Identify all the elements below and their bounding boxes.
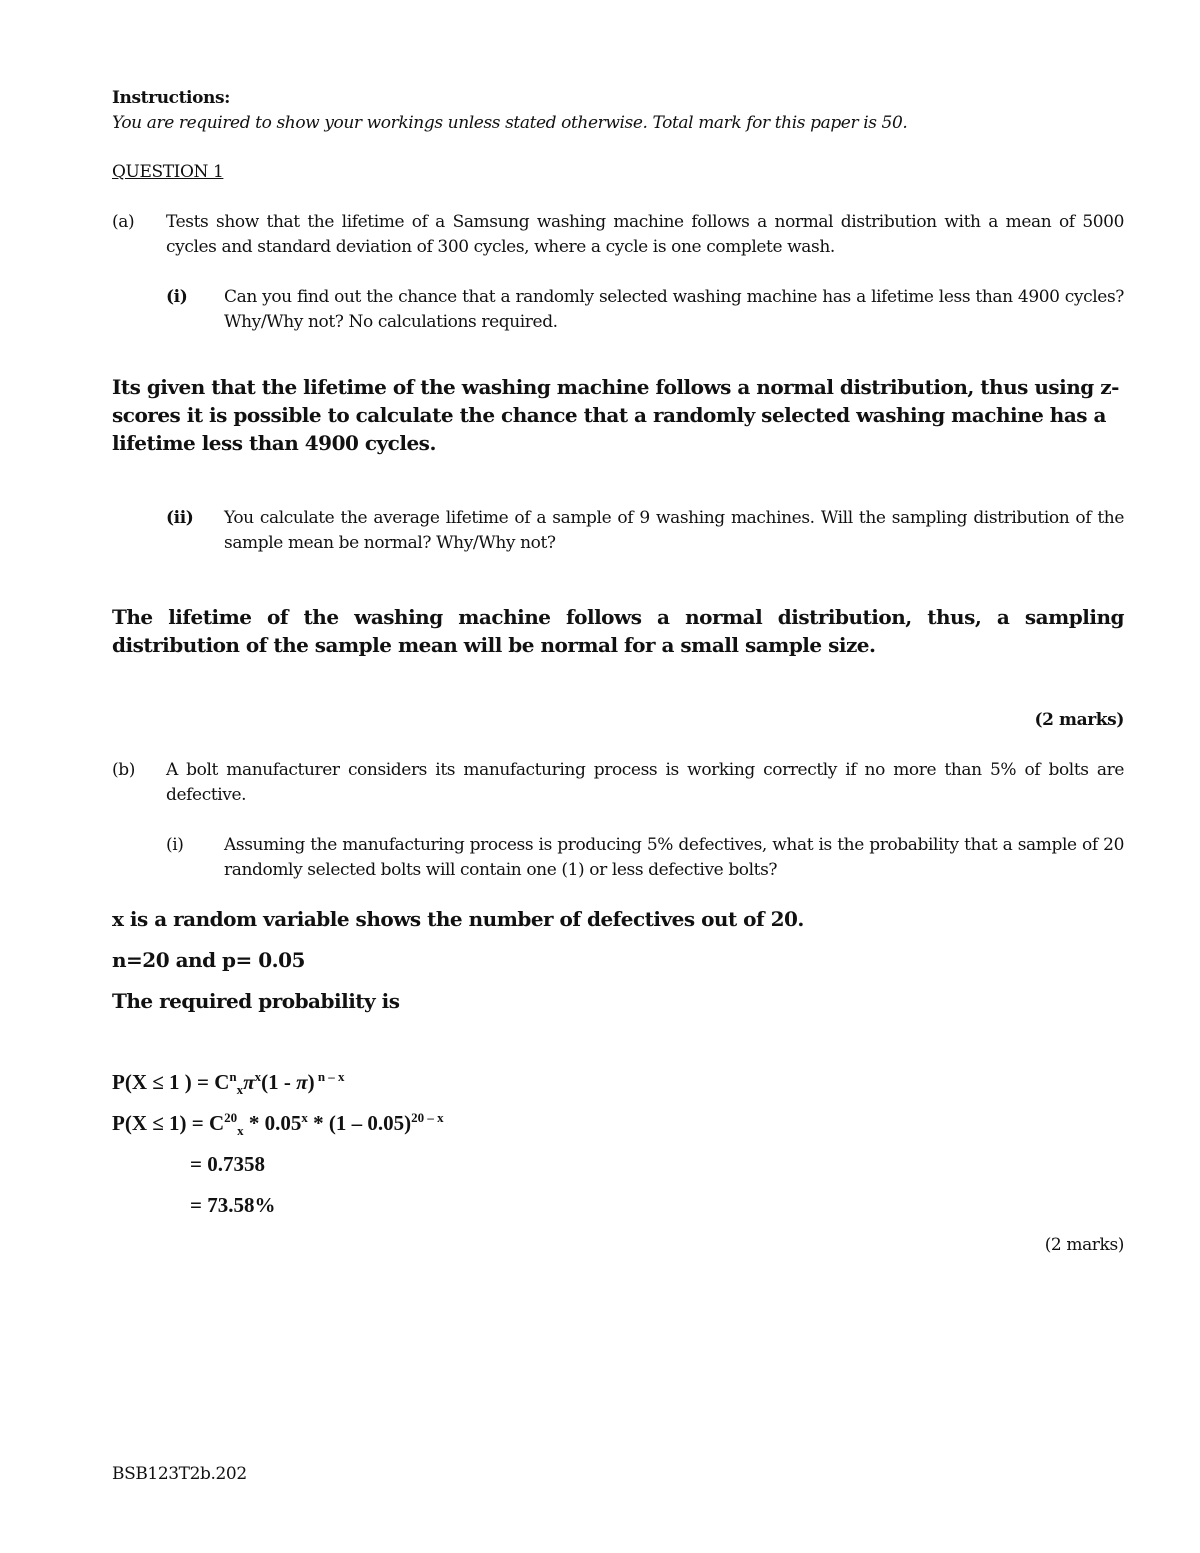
part-a-i-answer: Its given that the lifetime of the washing machine follows a normal distribution, thus using z-scores it is possible to calculate the chance that a randomly selected washing machine has a lifetime less than 4900 cycles. [112, 375, 1119, 455]
formula-result-percent: = 73.58% [190, 1193, 276, 1217]
part-b-i-answer-line3: The required probability is [112, 989, 400, 1013]
formula-2-lhs: P(X ≤ 1) = C [112, 1111, 225, 1135]
formula-2-sup-20x: 20 – x [411, 1110, 444, 1125]
part-a-label: (a) [112, 212, 135, 232]
part-b-i-answer-line1: x is a random variable shows the number of defectives out of 20. [112, 907, 804, 931]
formula-2-mid: * 0.05 [243, 1111, 302, 1135]
formula-binomial-general [112, 1068, 345, 1096]
footer-code: BSB123T2b.202 [112, 1464, 247, 1484]
formula-1-mid: (1 - [261, 1070, 297, 1094]
formula-1-lhs: P(X ≤ 1 ) = C [112, 1070, 230, 1094]
formula-1-pi2: π [296, 1070, 308, 1094]
part-a-marks: (2 marks) [1034, 710, 1124, 730]
part-b-text: A bolt manufacturer considers its manufacturing process is working correctly if no more than 5% of bolts are defective. [166, 760, 1124, 805]
part-b-label: (b) [112, 760, 135, 780]
part-a-i-text: Can you find out the chance that a randomly selected washing machine has a lifetime less than 4900 cycles? Why/Why not? No calculations required. [224, 287, 1124, 332]
formula-1-pi: π [243, 1070, 255, 1094]
formula-1-sup-nx: n – x [314, 1069, 345, 1084]
part-b-i-answer-line2: n=20 and p= 0.05 [112, 948, 305, 972]
part-a-ii-answer: The lifetime of the washing machine follows a normal distribution, thus, a sampling distribution of the sample mean will be normal for a small sample size. [112, 605, 1124, 657]
instructions-heading: Instructions: [112, 88, 231, 108]
part-a-ii-text: You calculate the average lifetime of a sample of 9 washing machines. Will the sampling distribution of the sample mean be normal? Why/Why not? [224, 508, 1124, 553]
formula-result-decimal: = 0.7358 [190, 1152, 265, 1176]
formula-2-sup-20: 20 [224, 1110, 238, 1125]
formula-2-sub-x: x [237, 1123, 244, 1139]
formula-2-sup-x: x [301, 1110, 308, 1125]
formula-1-sup-x: x [254, 1069, 262, 1084]
formula-2-tail: * (1 – 0.05) [307, 1111, 412, 1135]
part-b-marks: (2 marks) [1044, 1235, 1124, 1255]
formula-binomial-substituted [112, 1109, 444, 1137]
part-a-ii-label: (ii) [166, 508, 194, 528]
instructions-text: You are required to show your workings unless stated otherwise. Total mark for this paper is 50. [112, 113, 908, 133]
question-1-heading: QUESTION 1 [112, 162, 224, 182]
formula-1-sub-x: x [236, 1082, 244, 1098]
part-b-i-text: Assuming the manufacturing process is producing 5% defectives, what is the probability that a sample of 20 randomly selected bolts will contain one (1) or less defective bolts? [224, 835, 1124, 880]
formula-1-sup-n: n [229, 1069, 237, 1084]
formula-1-close: ) [307, 1070, 315, 1094]
part-b-i-label: (i) [166, 835, 184, 855]
part-a-text: Tests show that the lifetime of a Samsung washing machine follows a normal distribution with a mean of 5000 cycles and standard deviation of 300 cycles, where a cycle is one complete wash. [166, 212, 1124, 257]
part-a-i-label: (i) [166, 287, 188, 307]
